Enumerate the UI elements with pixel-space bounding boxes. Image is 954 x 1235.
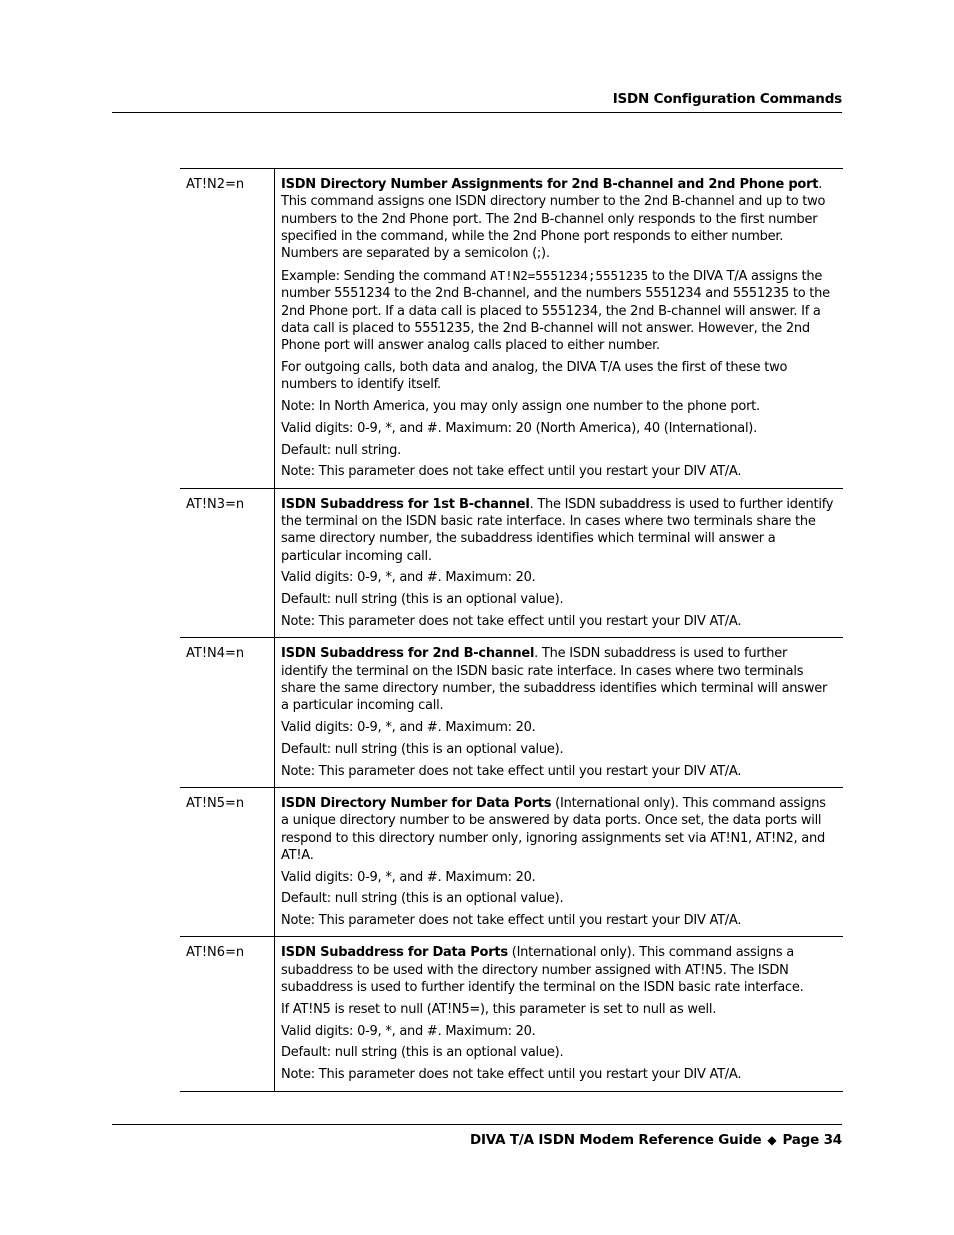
example-command-code: AT!N2=5551234;5551235	[490, 267, 649, 283]
paragraph-text: Example: Sending the command	[281, 268, 491, 284]
table-row	[180, 169, 843, 489]
table-row	[180, 788, 843, 938]
table-row	[180, 489, 843, 639]
command-heading: ISDN Subaddress for 1st B-channel	[281, 496, 530, 512]
paragraph-text: Note: This parameter does not take effect until you restart your DIV AT/A.	[281, 913, 742, 929]
paragraph-text: to the DIVA T/A assigns the number 5551234 to the 2nd B-channel, and the numbers 5551234 and 5551235 to the 2nd Phone port. If a data call is placed to 5551234, the 2nd B-channel will answer. If a data call is placed to 5551235, the 2nd B-channel will not answer. However, the 2nd Phone port will answer analog calls placed to either number.	[281, 268, 830, 354]
description-cell	[275, 788, 843, 937]
description-paragraph	[281, 1044, 837, 1061]
description-paragraph	[281, 420, 837, 437]
description-paragraph	[281, 719, 837, 736]
command-cell: AT!N5=n	[180, 788, 275, 937]
description-paragraph	[281, 267, 837, 354]
command-heading: ISDN Subaddress for 2nd B-channel	[281, 646, 535, 662]
diamond-icon: ◆	[767, 1133, 777, 1147]
paragraph-text: Note: This parameter does not take effect until you restart your DIV AT/A.	[281, 614, 742, 630]
paragraph-text: Note: This parameter does not take effect until you restart your DIV AT/A.	[281, 464, 742, 480]
description-paragraph	[281, 1066, 837, 1083]
command-heading: ISDN Directory Number for Data Ports	[281, 795, 552, 811]
footer-rule	[112, 1124, 842, 1125]
paragraph-text: Note: This parameter does not take effect until you restart your DIV AT/A.	[281, 763, 742, 779]
paragraph-text: Default: null string.	[281, 442, 402, 458]
description-paragraph	[281, 463, 837, 480]
command-table	[180, 168, 843, 1092]
paragraph-text: (International only). This command assigns a subaddress to be used with the directory number assigned with AT!N5. The ISDN subaddress is used to further identify the terminal on the ISDN basic rate interface.	[281, 945, 804, 996]
command-heading: ISDN Subaddress for Data Ports	[281, 945, 508, 961]
table-row	[180, 638, 843, 788]
paragraph-text: Note: This parameter does not take effect until you restart your DIV AT/A.	[281, 1067, 742, 1083]
paragraph-text: . This command assigns one ISDN directory number to the 2nd B-channel and up to two numbers to the 2nd Phone port. The 2nd B-channel only responds to the first number specified in the command, while the 2nd Phone port responds to either number. Numbers are separated by a semicolon (;).	[281, 177, 826, 262]
paragraph-text: For outgoing calls, both data and analog, the DIVA T/A uses the first of these two numbers to identify itself.	[281, 359, 788, 393]
paragraph-text: . The ISDN subaddress is used to further identify the terminal on the ISDN basic rate interface. In cases where two terminals share the same directory number, the subaddress identifies which terminal will answer a particular incoming call.	[281, 496, 834, 564]
description-cell	[275, 638, 843, 787]
paragraph-text: Valid digits: 0-9, *, and #. Maximum: 20.	[281, 570, 536, 586]
paragraph-text: Valid digits: 0-9, *, and #. Maximum: 20.	[281, 1023, 536, 1039]
command-cell: AT!N2=n	[180, 169, 275, 488]
description-paragraph	[281, 591, 837, 608]
description-paragraph	[281, 645, 837, 714]
paragraph-text: Default: null string (this is an optional value).	[281, 1045, 564, 1061]
paragraph-text: (International only). This command assigns a unique directory number to be answered by data ports. Once set, the data ports will respond to this directory number only, ignoring assignments set via AT!N1, AT!N2, and AT!A.	[281, 795, 826, 863]
command-heading: ISDN Directory Number Assignments for 2nd B-channel and 2nd Phone port	[281, 177, 819, 192]
paragraph-text: Default: null string (this is an optional value).	[281, 891, 564, 907]
description-paragraph	[281, 359, 837, 394]
description-paragraph	[281, 795, 837, 864]
description-paragraph	[281, 496, 837, 565]
footer-guide-title: DIVA T/A ISDN Modem Reference Guide	[469, 1132, 762, 1148]
command-cell: AT!N6=n	[180, 937, 275, 1090]
description-paragraph	[281, 912, 837, 929]
command-cell: AT!N3=n	[180, 489, 275, 638]
paragraph-text: Valid digits: 0-9, *, and #. Maximum: 20.	[281, 720, 536, 736]
header-rule	[112, 112, 842, 113]
paragraph-text: If AT!N5 is reset to null (AT!N5=), this parameter is set to null as well.	[281, 1001, 717, 1017]
description-cell	[275, 937, 843, 1090]
paragraph-text: . The ISDN subaddress is used to further identify the terminal on the ISDN basic rate interface. In cases where two terminals share the same directory number, the subaddress identifies which terminal will answer a particular incoming call.	[281, 646, 828, 714]
page-header-title: ISDN Configuration Commands	[612, 91, 842, 107]
description-paragraph	[281, 944, 837, 996]
footer-page-number: Page 34	[782, 1132, 842, 1148]
command-cell: AT!N4=n	[180, 638, 275, 787]
description-paragraph	[281, 1001, 837, 1018]
description-paragraph	[281, 1023, 837, 1040]
description-paragraph	[281, 176, 837, 262]
description-paragraph	[281, 763, 837, 780]
page-footer	[470, 1132, 842, 1148]
description-paragraph	[281, 613, 837, 630]
description-paragraph	[281, 569, 837, 586]
description-cell	[275, 169, 843, 488]
table-row	[180, 937, 843, 1091]
paragraph-text: Default: null string (this is an optional value).	[281, 741, 564, 757]
description-paragraph	[281, 442, 837, 459]
description-paragraph	[281, 890, 837, 907]
description-paragraph	[281, 869, 837, 886]
description-paragraph	[281, 398, 837, 415]
description-paragraph	[281, 741, 837, 758]
paragraph-text: Valid digits: 0-9, *, and #. Maximum: 20 (North America), 40 (International).	[281, 420, 758, 436]
paragraph-text: Note: In North America, you may only assign one number to the phone port.	[281, 399, 760, 415]
paragraph-text: Valid digits: 0-9, *, and #. Maximum: 20.	[281, 869, 536, 885]
description-cell	[275, 489, 843, 638]
paragraph-text: Default: null string (this is an optional value).	[281, 592, 564, 608]
